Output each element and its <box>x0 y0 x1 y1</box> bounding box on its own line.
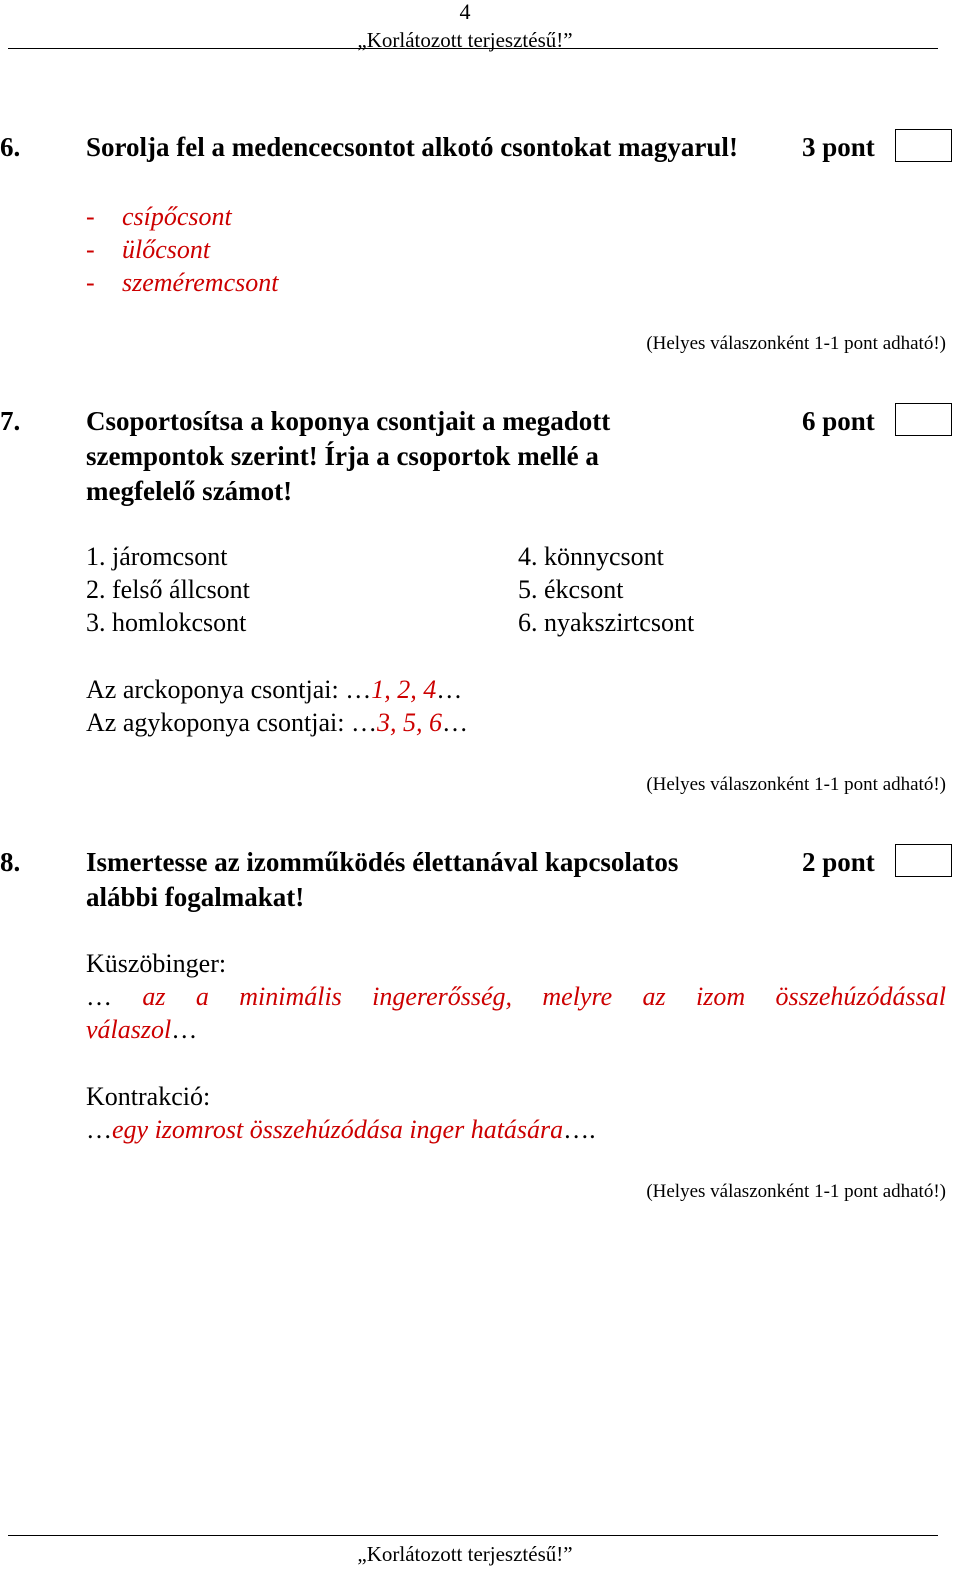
bone-item: 2. felső állcsont <box>86 575 250 604</box>
header-rule <box>8 48 938 49</box>
agykoponya-answer: 3, 5, 6 <box>377 708 442 737</box>
question-7-number: 7. <box>0 406 21 436</box>
term-kuszobinger-label: Küszöbinger: <box>86 949 227 978</box>
arckoponya-suffix: … <box>436 675 463 704</box>
bone-item: 5. ékcsont <box>518 575 624 604</box>
ellipsis-suffix: … <box>171 1015 198 1044</box>
question-7-score-box[interactable] <box>895 403 952 436</box>
bone-item: 6. nyakszirtcsont <box>518 608 695 637</box>
kuszobinger-answer-end: válaszol <box>86 1015 172 1044</box>
q6-answer-3: szeméremcsont <box>122 268 279 297</box>
question-8-number: 8. <box>0 847 21 877</box>
ellipsis-prefix: … <box>86 982 112 1011</box>
answer-dash: - <box>86 202 95 231</box>
question-7-text-line-3: megfelelő számot! <box>86 476 293 506</box>
page-number: 4 <box>459 0 471 24</box>
term-kontrakcio-answer-line <box>86 1113 596 1146</box>
agykoponya-label: Az agykoponya csontjai: … <box>86 708 377 737</box>
q6-answer-2: ülőcsont <box>122 235 211 264</box>
page-footer: „Korlátozott terjesztésű!” <box>357 1542 573 1566</box>
question-8-points: 2 pont <box>802 847 875 877</box>
question-7-points: 6 pont <box>802 406 875 436</box>
agykoponya-suffix: … <box>442 708 468 737</box>
question-6-number: 6. <box>0 132 21 162</box>
kuszobinger-answer-text: az a minimális ingererősség, melyre az izom összehúzódással <box>142 982 946 1011</box>
arckoponya-answer: 1, 2, 4 <box>371 675 437 704</box>
q7-scoring-note: (Helyes válaszonként 1-1 pont adható!) <box>646 774 946 795</box>
question-7-text-line-2: szempontok szerint! Írja a csoportok mellé a <box>86 441 599 471</box>
answer-dash: - <box>86 235 95 264</box>
question-6-score-box[interactable] <box>895 129 952 162</box>
question-8-text-line-1: Ismertesse az izomműködés élettanával kapcsolatos <box>86 847 679 877</box>
term-kuszobinger-answer-line-2 <box>86 1013 197 1046</box>
q6-scoring-note: (Helyes válaszonként 1-1 pont adható!) <box>646 333 946 354</box>
arckoponya-line <box>86 673 462 706</box>
q6-answer-1: csípőcsont <box>122 202 232 231</box>
agykoponya-line <box>86 706 468 739</box>
question-7-text-line-1: Csoportosítsa a koponya csontjait a megadott <box>86 406 611 436</box>
question-8-score-box[interactable] <box>895 844 952 877</box>
term-kuszobinger-answer-line-1 <box>86 980 946 1013</box>
bone-item: 4. könnycsont <box>518 542 664 571</box>
arckoponya-label: Az arckoponya csontjai: … <box>86 675 372 704</box>
page-header: „Korlátozott terjesztésű!” <box>357 28 573 52</box>
ellipsis-prefix: … <box>86 1115 112 1144</box>
term-kontrakcio-label: Kontrakció: <box>86 1082 211 1111</box>
bone-item: 1. járomcsont <box>86 542 228 571</box>
ellipsis-suffix: …. <box>563 1115 596 1144</box>
kontrakcio-answer-text: egy izomrost összehúzódása inger hatására <box>112 1115 564 1144</box>
question-6-text: Sorolja fel a medencecsontot alkotó csontokat magyarul! <box>86 132 738 162</box>
answer-dash: - <box>86 268 95 297</box>
footer-rule <box>8 1535 938 1536</box>
q8-scoring-note: (Helyes válaszonként 1-1 pont adható!) <box>646 1181 946 1202</box>
question-6-points: 3 pont <box>802 132 875 162</box>
question-8-text-line-2: alábbi fogalmakat! <box>86 882 305 912</box>
bone-item: 3. homlokcsont <box>86 608 247 637</box>
